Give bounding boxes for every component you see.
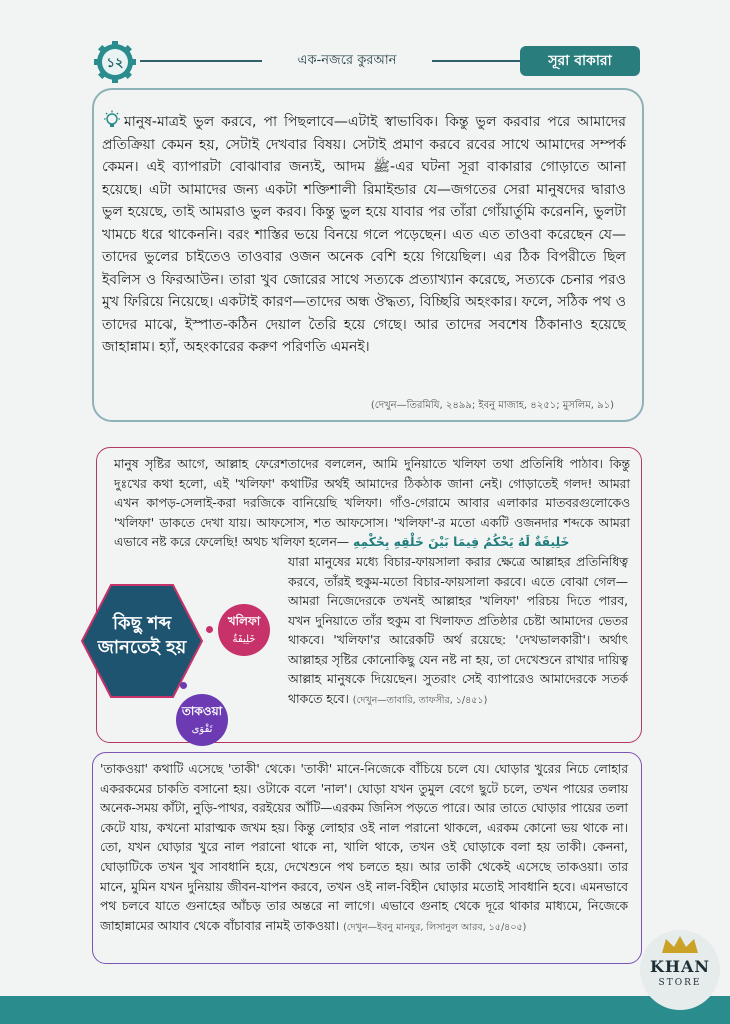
crown-icon — [660, 935, 700, 955]
reflection-paragraph — [102, 110, 626, 359]
khalifa-arabic-quote: خَلِيفَةٌ لَهُ يَحْكُمُ فِيمَا بَيْنَ خَلْقِهِ بِحُكْمِهِ — [353, 535, 570, 549]
book-title: এক-নজরে কুরআন — [262, 50, 432, 72]
word-taqwa-bubble — [176, 694, 228, 746]
page-number: ১২ — [106, 56, 124, 71]
reflection-text: মানুষ-মাত্রই ভুল করবে, পা পিছলাবে—এটাই স্বাভাবিক। কিন্তু ভুল করবার পরে আমাদের প্রতিক্রিয়া কেমন হয়, সেটাই দেখবার বিষয়। সেটাই প্রমাণ করবে রবের সাথে আমাদের সম্পর্ক কেমন। এই ব্যাপারটা বোঝাবার জন্যই, আদম ﷺ-এর ঘটনা সূরা বাকারার গোড়াতে আনা হয়েছে। এটা আমাদের জন্য একটা শক্তিশালী রিমাইন্ডার যে—জগতের সেরা মানুষদের দ্বারাও ভুল হয়েছে, তাই আমরাও ভুল করব। কিন্তু ভুল হয়ে যাবার পর তাঁরা গোঁয়ার্তুমি করেননি, ভুলটা খামচে ধরে থাকেননি। বরং শাস্তির ভয়ে বিনয়ে গলে পড়েছেন। এত এত তাওবা করেছেন যে—তাদের ভুলের চাইতেও তাওবার ওজন অনেক বেশি হয়ে গিয়েছিল। এর ঠিক বিপরীতে ছিল ইবলিস ও ফিরআউন। তারা খুব জোরের সাথে সত্যকে প্রত্যাখ্যান করেছে, সত্যকে চেনার পরও মুখ ফিরিয়ে নিয়েছে। একটাই কারণ—তাদের অন্ধ ঔদ্ধত্য, বিচ্ছিরি অহংকার। ফলে, সঠিক পথ ও তাদের মাঝে, ইস্পাত-কঠিন দেয়াল তৈরি হয়ে গেছে। আর তাদের সবশেষ ঠিকানাও হয়েছে জাহান্নাম। হ্যাঁ, অহংকারের করুণ পরিণতি এমনই। — [102, 114, 626, 355]
footer-bar — [0, 996, 730, 1024]
store-logo-brand: KHAN — [649, 957, 711, 976]
khalifa-text-top: মানুষ সৃষ্টির আগে, আল্লাহ ফেরেশতাদের বললেন, আমি দুনিয়াতে খলিফা তথা প্রতিনিধি পাঠাব। কিন্তু দুঃখের কথা হলো, এই 'খলিফা' কথাটির অর্থই আমাদের ঠিকঠাক জানা নেই। গোড়াতেই গলদ! আমরা এখন কাপড়-সেলাই-করা দরজিকে বানিয়েছি খলিফা। গাঁও-গেরামে আবার এলাকার মাতবরগুলোকেও 'খলিফা' ডাকতে দেখা যায়। আফসোস, শত আফসোস। 'খলিফা'-র মতো একটি ওজনদার শব্দকে আমরা এভাবে নষ্ট করে ফেলেছি! অথচ খলিফা হলেন— — [114, 457, 630, 549]
word-taqwa-arabic: تَقْوَى — [191, 724, 213, 735]
page-number-badge — [94, 41, 136, 83]
surah-tab: সূরা বাকারা — [520, 46, 640, 76]
connector-dot — [206, 626, 213, 633]
khalifa-text-bottom: যারা মানুষের মধ্যে বিচার-ফায়সালা করার ক্ষেত্রে আল্লাহর প্রতিনিধিত্ব করবে, তাঁরই হুকুম-মতো বিচার-ফায়সালা করবে। এতে বোঝা গেল—আমরা নিজেদেরকে তখনই আল্লাহর 'খলিফা' পরিচয় দিতে পারব, যখন দুনিয়াতে তাঁর হুকুম বা খিলাফত প্রতিষ্ঠার চেষ্টা আমাদের ভেতর থাকবে। 'খলিফা'র আরেকটি অর্থ রয়েছে: 'দেখভালকারী'। অর্থাৎ আল্লাহর সৃষ্টির কোনোকিছু যেন নষ্ট না হয়, তা দেখেশুনে রাখার দায়িত্ব আল্লাহ মানুষকে দিয়েছেন। সুতরাং সেই ব্যাপারেও আমাদেরকে সতর্ক থাকতে হবে। — [288, 555, 628, 706]
connector-dot — [180, 682, 187, 689]
word-khalifa-bengali: খলিফা — [227, 614, 261, 628]
word-khalifa-arabic: خَلِيفَةٌ — [232, 634, 256, 645]
taqwa-reference: (দেখুন—ইবনু মানযুর, লিসানুল আরব, ১৫/৪০৫) — [343, 921, 527, 933]
lightbulb-icon — [102, 110, 122, 130]
vocab-badge-line2: জানতেই হয় — [97, 637, 187, 658]
store-logo-sub: STORE — [658, 978, 702, 988]
khalifa-paragraph-bottom — [288, 553, 628, 710]
khalifa-reference: (দেখুন—তাবারি, তাফসীর, ১/৪৫১) — [352, 694, 488, 706]
reflection-reference: (দেখুন—তিরমিযি, ২৪৯৯; ইবনু মাজাহ, ৪২৫১; মুসলিম, ৯১) — [370, 400, 614, 411]
taqwa-text: 'তাকওয়া' কথাটি এসেছে 'তাকী' থেকে। 'তাকী' মানে-নিজেকে বাঁচিয়ে চলে যে। ঘোড়ার খুরের নিচে লোহার একরকমের চাকতি বসানো হয়। ওটাকে বলে 'নাল'। ঘোড়া যখন তুমুল বেগে ছুটে চলে, তখন পায়ের তলায় অনেক-সময় কাঁটা, নুড়ি-পাথর, বরইয়ের আঁটি—এরকম জিনিস পড়তে পারে। আর তাতে ঘোড়ার পায়ের তলা কেটে যায়, কখনো মারাত্মক জখম হয়। কিন্তু লোহার ওই নাল পরানো থাকলে, এরকম কোনো ভয় থাকে না। তো, যখন ঘোড়ার খুরে নাল পরানো থাকে না, খালি থাকে, তখন ওই ঘোড়াকে বলা হয় তাকী। কেননা, ঘোড়াটিকে তখন খুব সাবধানি হয়ে, দেখেশুনে পথ চলতে হয়। আর তাকী থেকেই এসেছে তাকওয়া। তার মানে, মুমিন যখন দুনিয়ায় জীবন-যাপন করবে, তখন ওই নাল-বিহীন ঘোড়ার মতোই সাবধানি হবে। এমনভাবে পথ চলবে যাতে গুনাহের আঁচড় তার অন্তরে না লাগে। এভাবে গুনাহ থেকে দূরে থাকার মাধ্যমে, নিজেকে জাহান্নামের আযাব থেকে বাঁচাবার নামই তাকওয়া। — [100, 762, 628, 933]
taqwa-paragraph — [100, 760, 628, 937]
khalifa-paragraph-top — [114, 455, 630, 553]
word-taqwa-bengali: তাকওয়া — [181, 704, 223, 718]
vocab-badge-text — [80, 612, 204, 660]
vocab-badge-line1: কিছু শব্দ — [112, 613, 172, 634]
word-khalifa-bubble — [218, 604, 270, 656]
